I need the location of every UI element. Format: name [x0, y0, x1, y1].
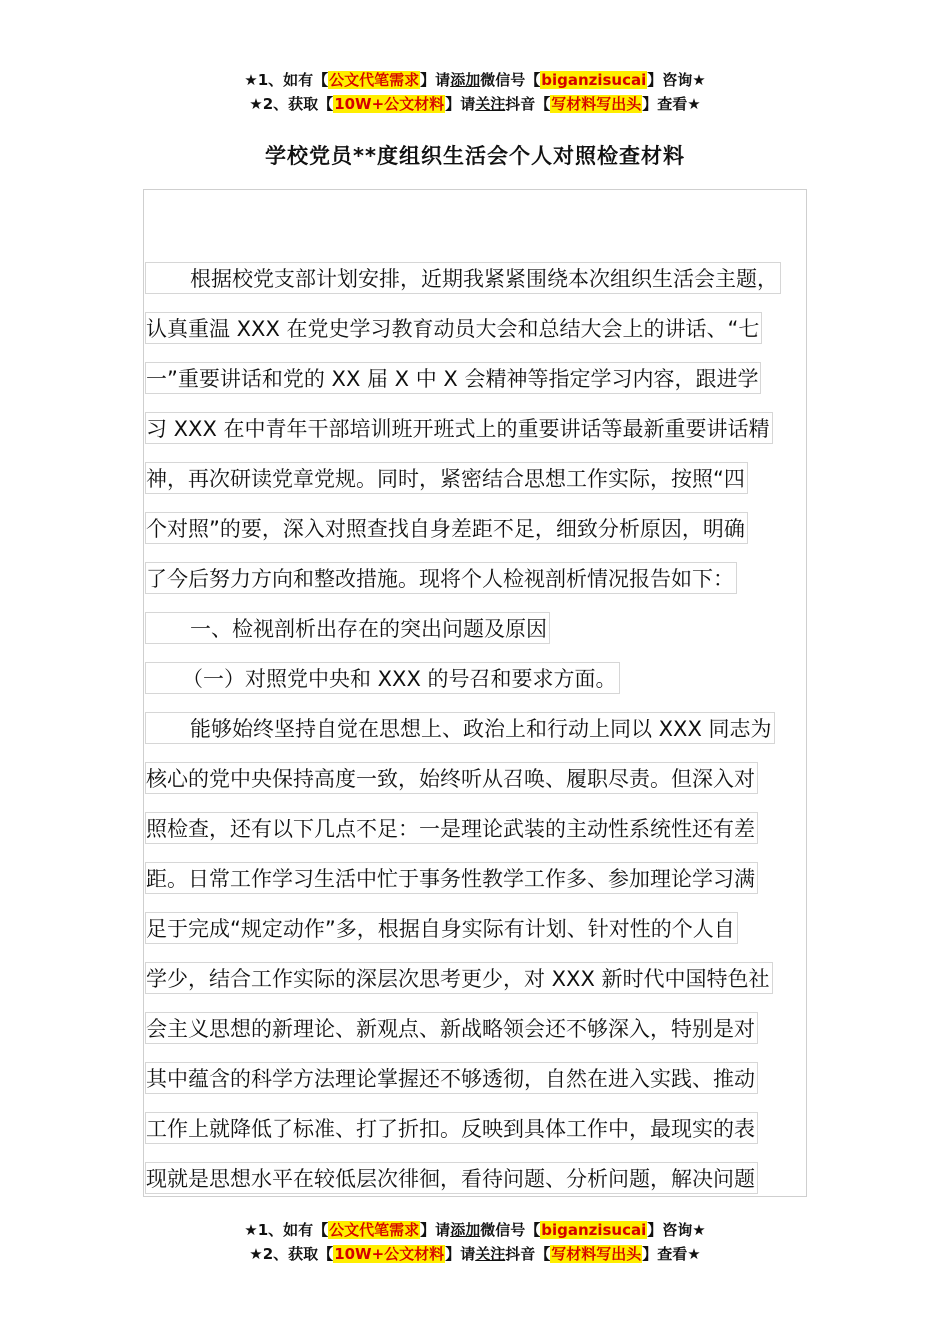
banner-text: 抖音【: [505, 1245, 551, 1263]
banner-text: 】咨询★: [647, 1221, 706, 1239]
document-title: 学校党员**度组织生活会个人对照检查材料: [265, 144, 685, 168]
banner-text: 微信号【: [480, 71, 541, 89]
banner-line-1: [0, 1218, 950, 1242]
highlight-service: 公文代笔需求: [329, 1221, 420, 1239]
text-line: 核心的党中央保持高度一致，始终听从召唤、履职尽责。但深入对: [145, 762, 758, 794]
text-line: 照检查，还有以下几点不足：一是理论武装的主动性系统性还有差: [145, 812, 758, 844]
text-line: 神，再次研读党章党规。同时，紧密结合思想工作实际，按照“四: [145, 462, 748, 494]
highlight-service: 公文代笔需求: [329, 71, 420, 89]
banner-text: 】请: [420, 71, 451, 89]
underlined-text: 添加: [450, 1221, 481, 1239]
banner-text: 】查看★: [642, 95, 701, 113]
highlight-materials: 10W+公文材料: [334, 1245, 445, 1263]
text-line: 习 XXX 在中青年干部培训班开班式上的重要讲话等最新重要讲话精: [145, 412, 773, 444]
text-line: 其中蕴含的科学方法理论掌握还不够透彻，自然在进入实践、推动: [145, 1062, 758, 1094]
text-line: 个对照”的要，深入对照查找自身差距不足，细致分析原因，明确: [145, 512, 748, 544]
highlight-wechat-id: biganzisucai: [541, 1221, 647, 1239]
highlight-materials: 10W+公文材料: [334, 95, 445, 113]
header-banner: [0, 68, 950, 116]
highlight-douyin: 写材料写出头: [551, 95, 642, 113]
banner-line-2: [0, 1242, 950, 1266]
text-line: 足于完成“规定动作”多，根据自身实际有计划、针对性的个人自: [145, 912, 738, 944]
text-line: 距。日常工作学习生活中忙于事务性教学工作多、参加理论学习满: [145, 862, 758, 894]
banner-line-1: [0, 68, 950, 92]
banner-text: ★1、如有【: [244, 71, 329, 89]
highlight-wechat-id: biganzisucai: [541, 71, 647, 89]
text-line: 会主义思想的新理论、新观点、新战略领会还不够深入，特别是对: [145, 1012, 758, 1044]
text-line: 现就是思想水平在较低层次徘徊，看待问题、分析问题，解决问题: [145, 1162, 758, 1194]
banner-text: 】查看★: [642, 1245, 701, 1263]
text-line: 根据校党支部计划安排，近期我紧紧围绕本次组织生活会主题，: [145, 262, 781, 294]
underlined-text: 添加: [450, 71, 481, 89]
banner-text: 】请: [420, 1221, 451, 1239]
section-heading: 一、检视剖析出存在的突出问题及原因: [145, 612, 550, 644]
banner-text: ★2、获取【: [249, 1245, 334, 1263]
banner-text: 】咨询★: [647, 71, 706, 89]
banner-line-2: [0, 92, 950, 116]
text-line: 工作上就降低了标准、打了折扣。反映到具体工作中，最现实的表: [145, 1112, 758, 1144]
highlight-douyin: 写材料写出头: [551, 1245, 642, 1263]
banner-text: 抖音【: [505, 95, 551, 113]
banner-text: ★1、如有【: [244, 1221, 329, 1239]
text-line: 学少，结合工作实际的深层次思考更少，对 XXX 新时代中国特色社: [145, 962, 773, 994]
underlined-text: 关注: [475, 95, 506, 113]
text-line: 了今后努力方向和整改措施。现将个人检视剖析情况报告如下：: [145, 562, 737, 594]
underlined-text: 关注: [475, 1245, 506, 1263]
text-line: 能够始终坚持自觉在思想上、政治上和行动上同以 XXX 同志为: [145, 712, 775, 744]
text-line: 认真重温 XXX 在党史学习教育动员大会和总结大会上的讲话、“七: [145, 312, 762, 344]
footer-banner: [0, 1218, 950, 1266]
banner-text: 微信号【: [480, 1221, 541, 1239]
banner-text: 】请: [445, 95, 476, 113]
banner-text: ★2、获取【: [249, 95, 334, 113]
text-line: 一”重要讲话和党的 XX 届 X 中 X 会精神等指定学习内容，跟进学: [145, 362, 761, 394]
subsection-heading: （一）对照党中央和 XXX 的号召和要求方面。: [145, 662, 620, 694]
banner-text: 】请: [445, 1245, 476, 1263]
